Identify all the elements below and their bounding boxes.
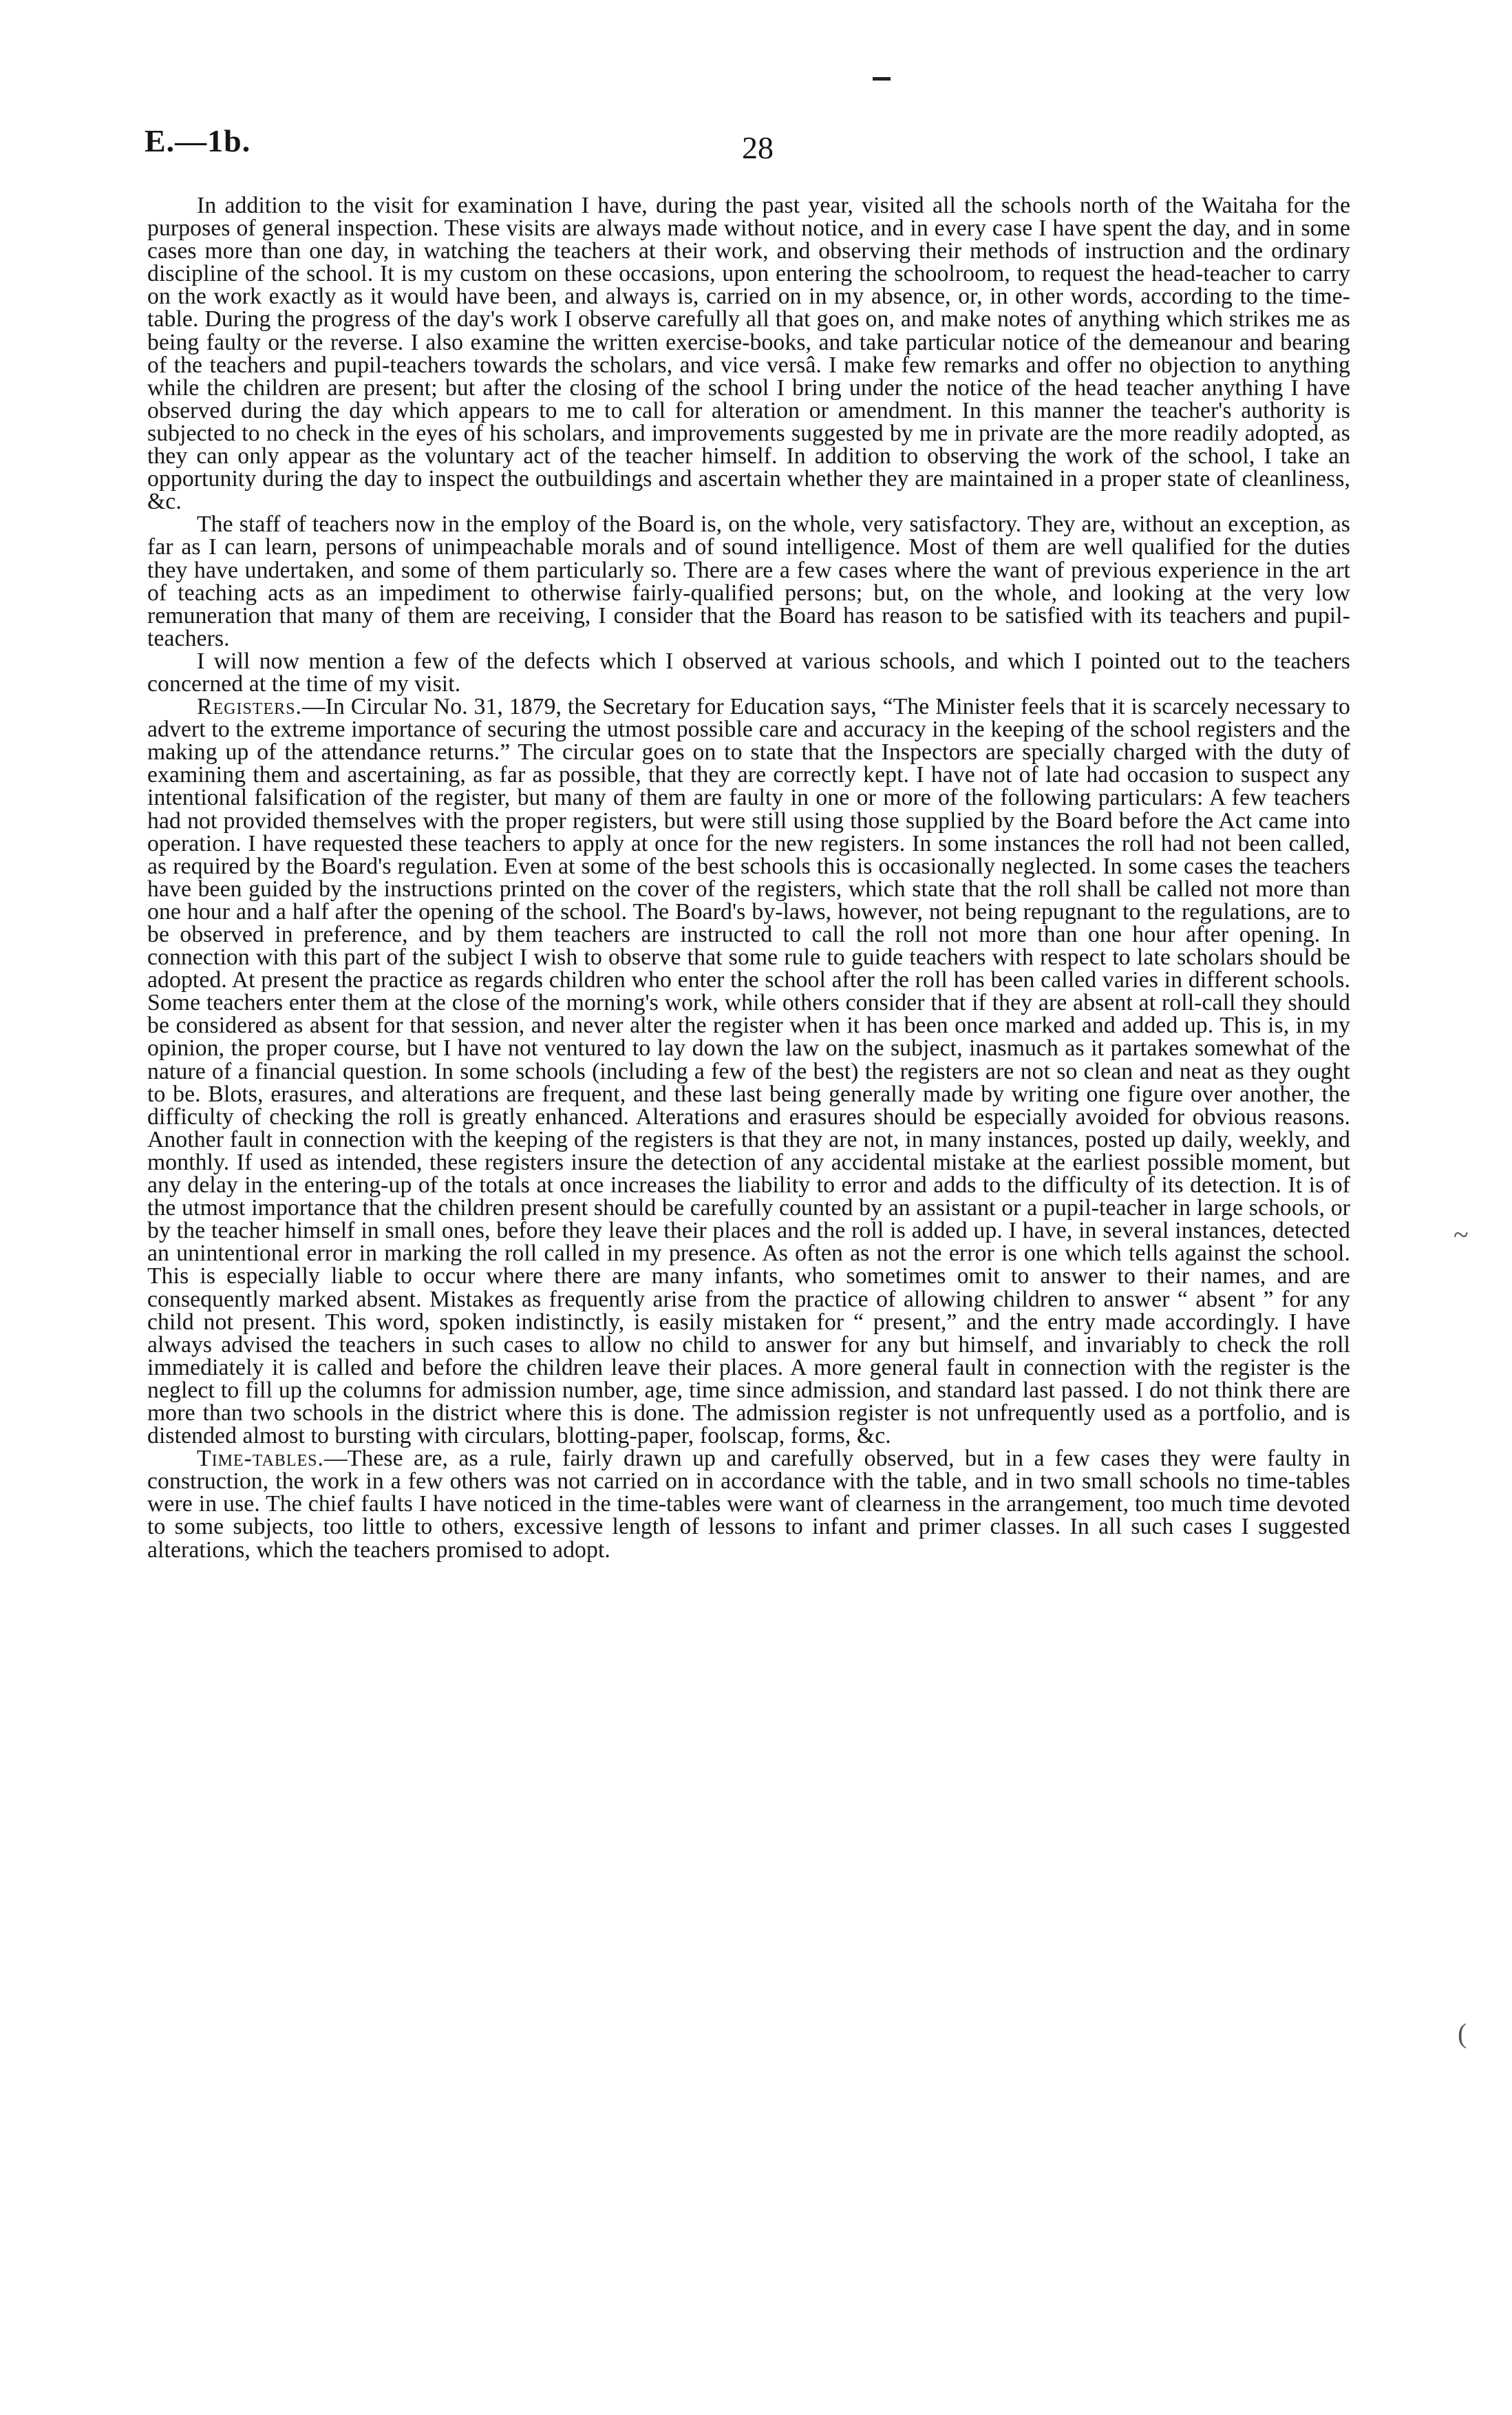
margin-mark: ( — [1458, 2018, 1467, 2049]
section-heading-time-tables: Time-tables. — [197, 1446, 324, 1472]
paragraph-time-tables — [147, 1447, 1350, 1561]
paragraph-text: The staff of teachers now in the employ of the Board is, on the whole, very satisfactory. They are, without an exception, as far as I can learn, persons of unimpeachable morals and of sound intelligence. Most of them are well qualified for the duties they have undertaken, and some of them particularly so. There are a few cases where the want of previous experience in the art of teaching acts as an impediment to otherwise fairly-qualified persons; but, on the whole, and looking at the very low remuneration that many of them are receiving, I consider that the Board has reason to be satisfied with its teachers and pupil-teachers. — [147, 512, 1350, 651]
document-reference: E.—1b. — [145, 123, 251, 158]
paragraph-text: —In Circular No. 31, 1879, the Secretary for Education says, “The Minister feels that it is scarcely necessary to advert to the extreme importance of securing the utmost possible care and accuracy in the keeping of the school registers and the making up of the attendance returns.” The circular goes on to state that the Inspectors are specially charged with the duty of examining them and ascertaining, as far as possible, that they are correctly kept. I have not of late had occasion to suspect any intentional falsification of the register, but many of them are faulty in one or more of the following particulars: A few teachers had not provided themselves with the proper registers, but were still using those supplied by the Board before the Act came into operation. I have requested these teachers to apply at once for the new registers. In some instances the roll had not been called, as required by the Board's regulation. Even at some of the best schools this is occasionally neglected. In some cases the teachers have been guided by the instructions printed on the cover of the registers, which state that the roll shall be called not more than one hour and a half after the opening of the school. The Board's by-laws, however, not being repugnant to the regulations, are to be observed in preference, and by them teachers are instructed to call the roll not more than one hour after opening. In connection with this part of the subject I wish to observe that some rule to guide teachers with respect to late scholars should be adopted. At present the practice as regards children who enter the school after the roll has been called varies in different schools. Some teachers enter them at the close of the morning's work, while others consider that if they are absent at roll-call they should be considered as absent for that session, and never alter the register when it has been once marked and added up. This is, in my opinion, the proper course, but I have not ventured to lay down the law on the subject, inasmuch as it partakes somewhat of the nature of a financial question. In some schools (including a few of the best) the registers are not so clean and neat as they ought to be. Blots, erasures, and alterations are frequent, and these last being generally made by writing one figure over another, the difficulty of checking the roll is greatly enhanced. Alterations and erasures should be especially avoided for obvious reasons. Another fault in connection with the keeping of the registers is that they are not, in many instances, posted up daily, weekly, and monthly. If used as intended, these registers insure the detection of any accidental mistake at the earliest possible moment, but any delay in the entering-up of the totals at once increases the liability to error and adds to the difficulty of its detection. It is of the utmost importance that the children present should be carefully counted by an assistant or a pupil-teacher in large schools, or by the teacher himself in small ones, before they leave their places and the roll is added up. I have, in several instances, detected an unintentional error in marking the roll called in my presence. As often as not the error is one which tells against the school. This is especially liable to occur where there are many infants, who sometimes omit to answer to their names, and are consequently marked absent. Mistakes as frequently arise from the practice of allowing children to answer “ absent ” for any child not present. This word, spoken indistinctly, is easily mistaken for “ present,” and the entry made accordingly. I have always advised the teachers in such cases to allow no child to answer for any but himself, and invariably to check the roll immediately it is called and before the children leave their places. A more general fault in connection with the register is the neglect to fill up the columns for admission number, age, time since admission, and standard last passed. I do not think there are more than two schools in the district where this is done. The admission register is not unfrequently used as a portfolio, and is distended almost to bursting with circulars, blotting-paper, foolscap, forms, &c. — [147, 694, 1350, 1449]
paragraph-text: In addition to the visit for examination I have, during the past year, visited all the schools north of the Waitaha for the purposes of general inspection. These visits are always made without notice, and in every case I have spent the day, and in some cases more than one day, in watching the teachers at their work, and observing their methods of instruction and the ordinary discipline of the school. It is my custom on these occasions, upon entering the schoolroom, to request the head-teacher to carry on the work exactly as it would have been, and always is, carried on in my absence, or, in other words, according to the time-table. During the progress of the day's work I observe carefully all that goes on, and make notes of anything which strikes me as being faulty or the reverse. I also examine the written exercise-books, and take particular notice of the demeanour and bearing of the teachers and pupil-teachers towards the scholars, and vice versâ. I make few remarks and offer no objection to anything while the children are present; but after the closing of the school I bring under the notice of the head teacher anything I have observed during the day which appears to me to call for alteration or amendment. In this manner the teacher's authority is subjected to no check in the eyes of his scholars, and improvements suggested by me in private are the more readily adopted, as they can only appear as the voluntary act of the teacher himself. In addition to observing the work of the school, I take an opportunity during the day to inspect the outbuildings and ascertain whether they are maintained in a proper state of cleanliness, &c. — [147, 193, 1350, 515]
page-number: 28 — [742, 130, 774, 165]
paragraph-registers — [147, 695, 1350, 1447]
margin-mark: ~ — [1454, 1219, 1469, 1250]
report-body — [147, 194, 1350, 1561]
paragraph-text: —These are, as a rule, fairly drawn up and carefully observed, but in a few cases they were faulty in construction, the work in a few others was not carried on in accordance with the table, and in two small schools no time-tables were in use. The chief faults I have noticed in the time-tables were want of clearness in the arrangement, too much time devoted to some subjects, too little to others, excessive length of lessons to infant and primer classes. In all such cases I suggested alterations, which the teachers promised to adopt. — [147, 1446, 1350, 1563]
paragraph-general-inspection — [147, 194, 1350, 513]
paragraph-defects-intro — [147, 650, 1350, 695]
paragraph-text: I will now mention a few of the defects which I observed at various schools, and which I pointed out to the teachers concerned at the time of my visit. — [147, 648, 1350, 697]
paragraph-staff-of-teachers — [147, 513, 1350, 650]
section-heading-registers: Registers. — [197, 694, 302, 720]
top-dash-mark — [873, 77, 891, 81]
